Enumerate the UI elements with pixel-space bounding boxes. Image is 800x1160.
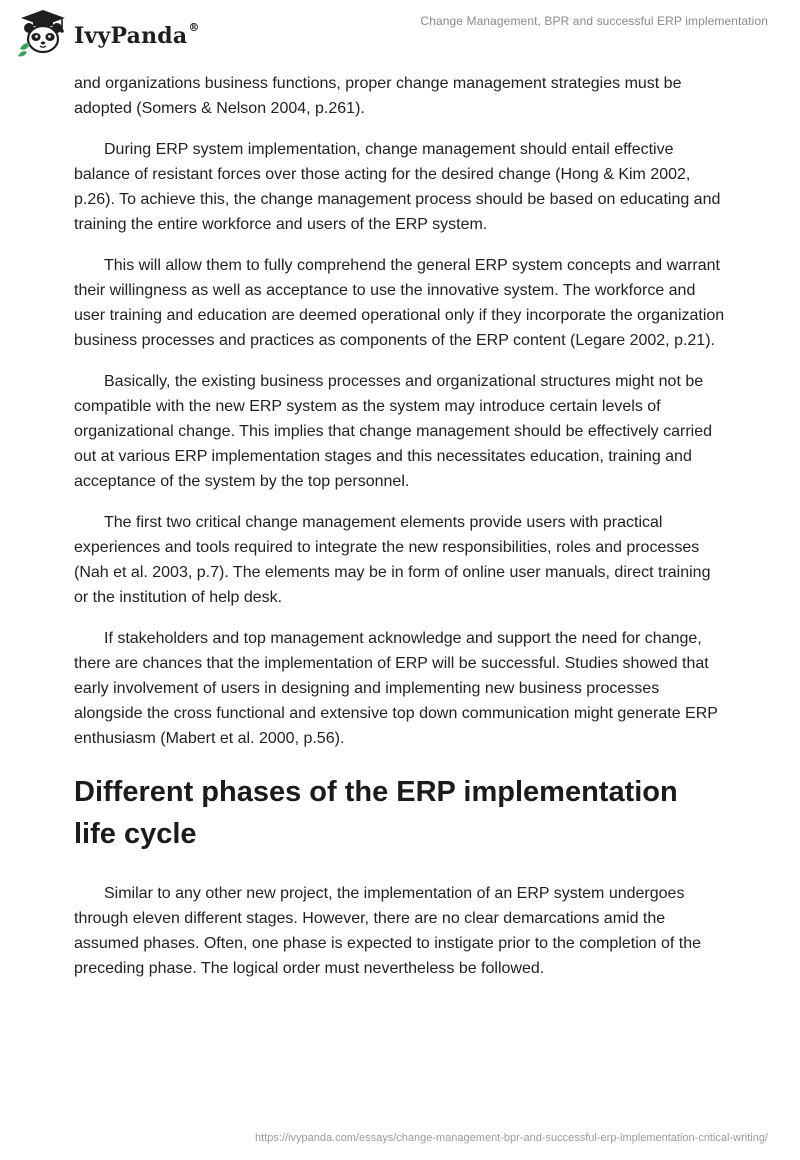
paragraph-5: The first two critical change management elements provide users with practical experiences and tools required to integrate the new responsibilities, roles and processes (Nah et al. 2003, p.7). The elements may be in form of online user manuals, direct training or the institution of help desk. bbox=[74, 514, 711, 606]
paragraph-1: and organizations business functions, proper change management strategies must be adopted (Somers & Nelson 2004, p.261). bbox=[74, 75, 682, 117]
source-url[interactable]: https://ivypanda.com/essays/change-management-bpr-and-successful-erp-implementation-critical-writing/ bbox=[255, 1132, 768, 1144]
paragraph-4: Basically, the existing business processes and organizational structures might not be compatible with the new ERP system as the system may introduce certain levels of organizational change. This implies that change management should be effectively carried out at various ERP implementation stages and this necessitates education, training and acceptance of the system by the top personnel. bbox=[74, 373, 713, 490]
essay-content bbox=[74, 71, 726, 997]
paragraph-2: During ERP system implementation, change management should entail effective balance of resistant forces over those acting for the desired change (Hong & Kim 2002, p.26). To achieve this, the change management process should be based on educating and training the entire workforce and users of the ERP system. bbox=[74, 141, 721, 233]
paragraph-6: If stakeholders and top management acknowledge and support the need for change, there are chances that the implementation of ERP will be successful. Studies showed that early involvement of users in designing and implementing new business processes alongside the cross functional and extensive top down communication might generate ERP enthusiasm (Mabert et al. 2000, p.56). bbox=[74, 630, 718, 747]
section-heading: Different phases of the ERP implementation life cycle bbox=[74, 776, 678, 850]
logo-name: IvyPanda bbox=[74, 23, 188, 49]
ivypanda-logo[interactable] bbox=[14, 8, 200, 60]
logo-text bbox=[74, 23, 200, 49]
paragraph-3: This will allow them to fully comprehend the general ERP system concepts and warrant their willingness as well as acceptance to use the innovative system. The workforce and user training and education are deemed operational only if they incorporate the organization business processes and practices as components of the ERP content (Legare 2002, p.21). bbox=[74, 257, 725, 349]
paragraph-7: Similar to any other new project, the implementation of an ERP system undergoes through eleven different stages. However, there are no clear demarcations amid the assumed phases. Often, one phase is expected to instigate prior to the completion of the preceding phase. The logical order must nevertheless be followed. bbox=[74, 885, 702, 977]
panda-graduate-icon bbox=[14, 8, 72, 60]
page-header bbox=[0, 0, 800, 70]
registered-mark: ® bbox=[188, 21, 200, 34]
document-title: Change Management, BPR and successful ERP implementation bbox=[420, 14, 768, 28]
